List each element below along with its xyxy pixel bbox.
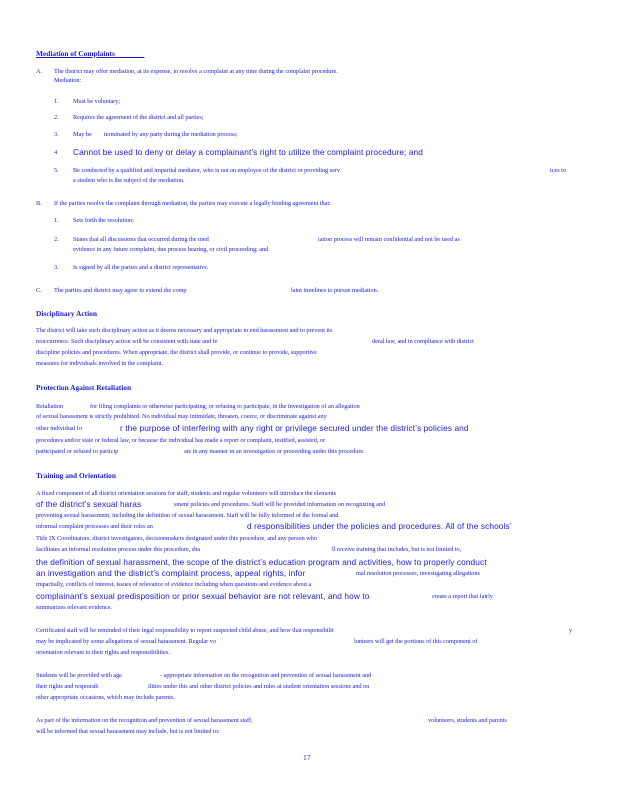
paragraph-line: ilities under this and other district policies and rules at student orientation sessions and on: [148, 683, 370, 690]
paragraph-line: A fixed component of all district orientation sessions for staff, students and regular volunteers will introduce the elements: [36, 490, 337, 497]
paragraph-line: Title IX Coordinators, district investigators, decisionmakers designated under this procedure, and any person who: [36, 535, 317, 542]
paragraph-line: reoccurrence. Such disciplinary action will be consistent with state and fe: [36, 338, 218, 345]
paragraph-line: r the purpose of interfering with any right or privilege secured under the district’s policies and: [120, 423, 469, 433]
paragraph-line: mal resolution processes, investigating allegations: [356, 570, 480, 577]
list-item: Is signed by all the parties and a district representative.: [73, 264, 209, 271]
paragraph-line: Certificated staff will be reminded of their legal responsibility to report suspected child abuse, and how that responsibilit: [36, 627, 334, 634]
paragraph-line: measures for individuals involved in the complaint.: [36, 360, 164, 367]
paragraph-line: participated or refused to particip: [36, 448, 119, 455]
list-marker: A.: [36, 68, 43, 75]
paragraph-line: The district will take such disciplinary action as it deems necessary and appropriate to end harassment and to prevent its: [36, 327, 333, 334]
list-marker: 1.: [54, 98, 59, 105]
retaliation-heading: Protection Against Retaliation: [36, 383, 132, 392]
list-marker: C.: [36, 287, 42, 294]
list-marker: 4: [54, 149, 58, 156]
paragraph-line: - appropriate information on the recognition and prevention of sexual harassment and: [160, 672, 372, 679]
paragraph-line: As part of the information on the recognition and prevention of sexual harassment staff,: [36, 717, 253, 724]
paragraph-line: will be informed that sexual harassment may include, but is not limited to:: [36, 728, 220, 735]
paragraph-line: deral law, and in compliance with district: [372, 338, 474, 345]
list-item-continuation: ices to: [550, 167, 566, 174]
paragraph-line: lunteers will get the portions of this component of: [354, 638, 478, 645]
paragraph-line: an investigation and the district’s complaint process, appeal rights, infor: [36, 568, 306, 578]
list-item: States that all discussions that occurred during the med: [73, 236, 209, 243]
list-item-continuation: iation process will remain confidential and not be used as: [318, 236, 460, 243]
paragraph-line: Students will be provided with age: [36, 672, 122, 679]
paragraph-line: y: [569, 627, 573, 634]
list-item: Must be voluntary;: [73, 98, 121, 105]
paragraph-line: other individual fo: [36, 425, 82, 432]
paragraph-line: Retaliation: [36, 403, 64, 410]
list-marker: 3.: [54, 131, 59, 138]
mediation-heading: Mediation of Complaints: [36, 49, 115, 58]
paragraph-line: ate in any manner in an investigation or proceeding under this procedure.: [184, 448, 365, 455]
paragraph-line: Mediation:: [54, 77, 82, 84]
paragraph-line: If the parties resolve the complaint through mediation, the parties may execute a legally binding agreement that:: [54, 200, 331, 207]
list-item: Requires the agreement of the district and all parties;: [73, 114, 204, 121]
paragraph-line: complainant’s sexual predisposition or prior sexual behavior are not relevant, and how to: [36, 591, 370, 601]
paragraph-line: may be implicated by some allegations of sexual harassment. Regular vo: [36, 638, 216, 645]
list-marker: 2.: [54, 236, 59, 243]
page-number: 17: [303, 753, 311, 762]
paragraph-line: orientation relevant to their rights and responsibilities.: [36, 649, 170, 656]
list-item: Be conducted by a qualified and impartial mediator, who is not an employee of the district or providing serv: [73, 167, 340, 174]
paragraph-line: The parties and district may agree to extend the comp: [54, 287, 187, 294]
paragraph-line: d responsibilities under the policies and procedures. All of the schools’: [247, 521, 512, 531]
paragraph-line: their rights and responsib: [36, 683, 99, 690]
disciplinary-heading: Disciplinary Action: [36, 309, 97, 318]
paragraph-line: summarizes relevant evidence.: [36, 604, 113, 611]
list-item: Cannot be used to deny or delay a complainant’s right to utilize the complaint procedure; and: [73, 147, 423, 157]
paragraph-line: laint timelines to pursue mediation.: [291, 287, 379, 294]
paragraph-line: facilitates an informal resolution process under this procedure, sha: [36, 546, 200, 553]
list-marker: 2.: [54, 114, 59, 121]
paragraph-line: preventing sexual harassment, including the definition of sexual harassment. Staff will be fully informed of the formal and: [36, 512, 339, 519]
paragraph-line: discipline policies and procedures. When appropriate, the district shall provide, or continue to provide, supportive: [36, 349, 317, 356]
list-item-continuation: evidence in any future complaint, due process hearing, or civil proceeding; and: [73, 246, 269, 253]
list-marker: B.: [36, 200, 42, 207]
paragraph-line: impartially, conflicts of interest, issues of relevance of evidence including when questions and evidence about a: [36, 581, 312, 588]
paragraph-line: of the district’s sexual haras: [36, 499, 142, 509]
list-marker: 5.: [54, 167, 59, 174]
paragraph-line: of sexual harassment is strictly prohibited. No individual may intimidate, threaten, coerce, or discriminate against any: [36, 413, 327, 420]
paragraph-line: The district may offer mediation, at its expense, to resolve a complaint at any time during the complaint procedure.: [54, 68, 338, 75]
paragraph-line: procedures and/or state or federal law, or because the individual has made a report or complaint, testified, assisted, or: [36, 437, 326, 444]
paragraph-line: other appropriate occasions, which may include parents.: [36, 694, 175, 701]
paragraph-line: volunteers, students and parents: [428, 717, 507, 724]
paragraph-line: informal complaint processes and their roles an: [36, 523, 153, 530]
list-item: Sets forth the resolution;: [73, 217, 134, 224]
list-marker: 3.: [54, 264, 59, 271]
list-marker: 1.: [54, 217, 59, 224]
paragraph-line: create a report that fairly: [432, 593, 493, 600]
paragraph-line: the definition of sexual harassment, the scope of the district’s education program and activities, how to properly conduct: [36, 557, 487, 567]
list-item: May be terminated by any party during the mediation process;: [73, 131, 238, 138]
training-heading: Training and Orientation: [36, 471, 116, 480]
paragraph-line: for filing complaints or otherwise participating, or refusing to participate, in the investigation of an allegation: [90, 403, 360, 410]
paragraph-line: sment policies and procedures. Staff will be provided information on recognizing and: [174, 501, 386, 508]
list-item-continuation: a student who is the subject of the mediation.: [73, 177, 185, 184]
paragraph-line: ll receive training that includes, but is not limited to,: [332, 546, 462, 553]
